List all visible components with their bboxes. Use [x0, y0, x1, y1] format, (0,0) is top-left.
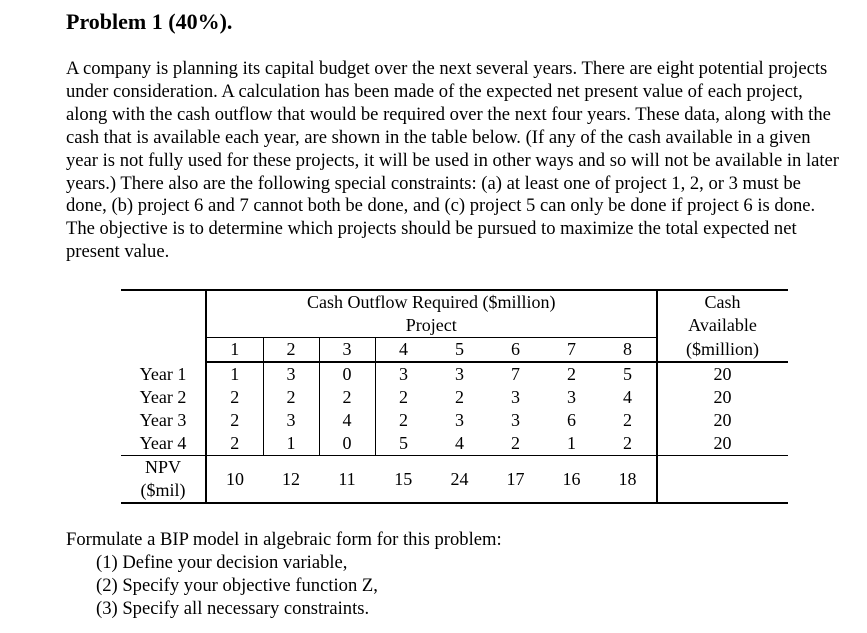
table-cell: 1: [567, 433, 576, 453]
table-cell: 2: [455, 387, 464, 407]
table-cell: 2: [206, 432, 263, 456]
table-cell: 3: [455, 410, 464, 430]
cash-header-line3: ($million): [657, 338, 788, 363]
table-cell: 3: [263, 409, 319, 432]
table-cell: 4: [455, 433, 464, 453]
table-cell: 2: [263, 386, 319, 409]
row-label: Year 4: [121, 432, 206, 456]
cash-outflow-table: [121, 289, 788, 504]
row-label: Year 1: [121, 362, 206, 386]
task-item: (1) Define your decision variable,: [96, 552, 348, 573]
task-item: (3) Specify all necessary constraints.: [96, 598, 370, 619]
problem-description: A company is planning its capital budget over the next several years. There are eight potential projects under consideration. A calculation has been made of the expected net present value of each project, along with the cash outflow that would be required over the next four years. These data, along with the cash that is available each year, are shown in the table below. (If any of the cash available in a given year is not fully used for these projects, it will be used in other ways and so will not be available in later years.) There also are the following special constraints: (a) at least one of project 1, 2, or 3 must be done, (b) project 6 and 7 cannot both be done, and (c) project 5 can only be done if project 6 is done. The objective is to determine which projects should be pursued to maximize the total expected net present value.: [66, 58, 839, 263]
table-cell: 3: [399, 364, 408, 384]
table-cell: 2: [206, 386, 263, 409]
npv-value: 11: [319, 456, 375, 504]
cash-header-line1: Cash: [657, 290, 788, 314]
npv-value: 16: [544, 456, 600, 504]
table-cell: 0: [319, 362, 375, 386]
project-number: 6: [488, 338, 544, 363]
cash-available: 20: [713, 433, 732, 453]
table-cell: 7: [511, 364, 520, 384]
task-item: (2) Specify your objective function Z,: [96, 575, 378, 596]
table-header-main: Cash Outflow Required ($million): [206, 290, 657, 314]
table-cell: 1: [206, 362, 263, 386]
npv-cash-empty: [657, 456, 788, 504]
table-cell: 2: [600, 409, 657, 432]
table-cell: 2: [206, 409, 263, 432]
table-cell: 5: [399, 433, 408, 453]
table-cell: 3: [263, 362, 319, 386]
npv-label: [121, 456, 206, 504]
npv-value: 17: [488, 456, 544, 504]
npv-label-line2: ($mil): [140, 480, 186, 500]
table-row: [121, 386, 788, 409]
project-number: 4: [375, 338, 432, 363]
table-cell: 3: [455, 364, 464, 384]
table-cell: 3: [511, 410, 520, 430]
npv-value: 18: [600, 456, 657, 504]
project-number: 3: [319, 338, 375, 363]
project-number: 1: [206, 338, 263, 363]
cash-available: 20: [713, 364, 732, 384]
table-cell: 0: [319, 432, 375, 456]
table-cell: 2: [511, 433, 520, 453]
row-label: Year 3: [121, 409, 206, 432]
table-cell: 2: [399, 387, 408, 407]
cash-available: 20: [713, 410, 732, 430]
table-cell: 3: [511, 387, 520, 407]
npv-value: 24: [432, 456, 488, 504]
npv-value: 10: [206, 456, 263, 504]
table-cell: 5: [600, 362, 657, 386]
table-cell: 3: [567, 387, 576, 407]
table-header-project: Project: [206, 314, 657, 338]
npv-label-line1: NPV: [144, 457, 181, 477]
table-cell: 4: [319, 409, 375, 432]
table-cell: 4: [600, 386, 657, 409]
project-number: 7: [544, 338, 600, 363]
table-cell: 2: [319, 386, 375, 409]
table-cell: 2: [567, 364, 576, 384]
npv-value: 15: [375, 456, 432, 504]
table-row: [121, 409, 788, 432]
table-cell: 2: [600, 432, 657, 456]
project-number: 2: [263, 338, 319, 363]
table-row: [121, 362, 788, 386]
row-label: Year 2: [121, 386, 206, 409]
npv-row: [121, 456, 788, 504]
table-cell: 6: [567, 410, 576, 430]
table-corner: [121, 290, 206, 362]
task-block: [66, 528, 502, 620]
table-cell: 2: [399, 410, 408, 430]
table-row: [121, 432, 788, 456]
project-number: 8: [600, 338, 657, 363]
npv-value: 12: [263, 456, 319, 504]
task-intro: Formulate a BIP model in algebraic form for this problem:: [66, 529, 502, 550]
problem-title: Problem 1 (40%).: [66, 9, 233, 34]
table-cell: 1: [263, 432, 319, 456]
project-number: 5: [432, 338, 488, 363]
cash-header-line2: Available: [688, 315, 757, 336]
cash-available: 20: [713, 387, 732, 407]
